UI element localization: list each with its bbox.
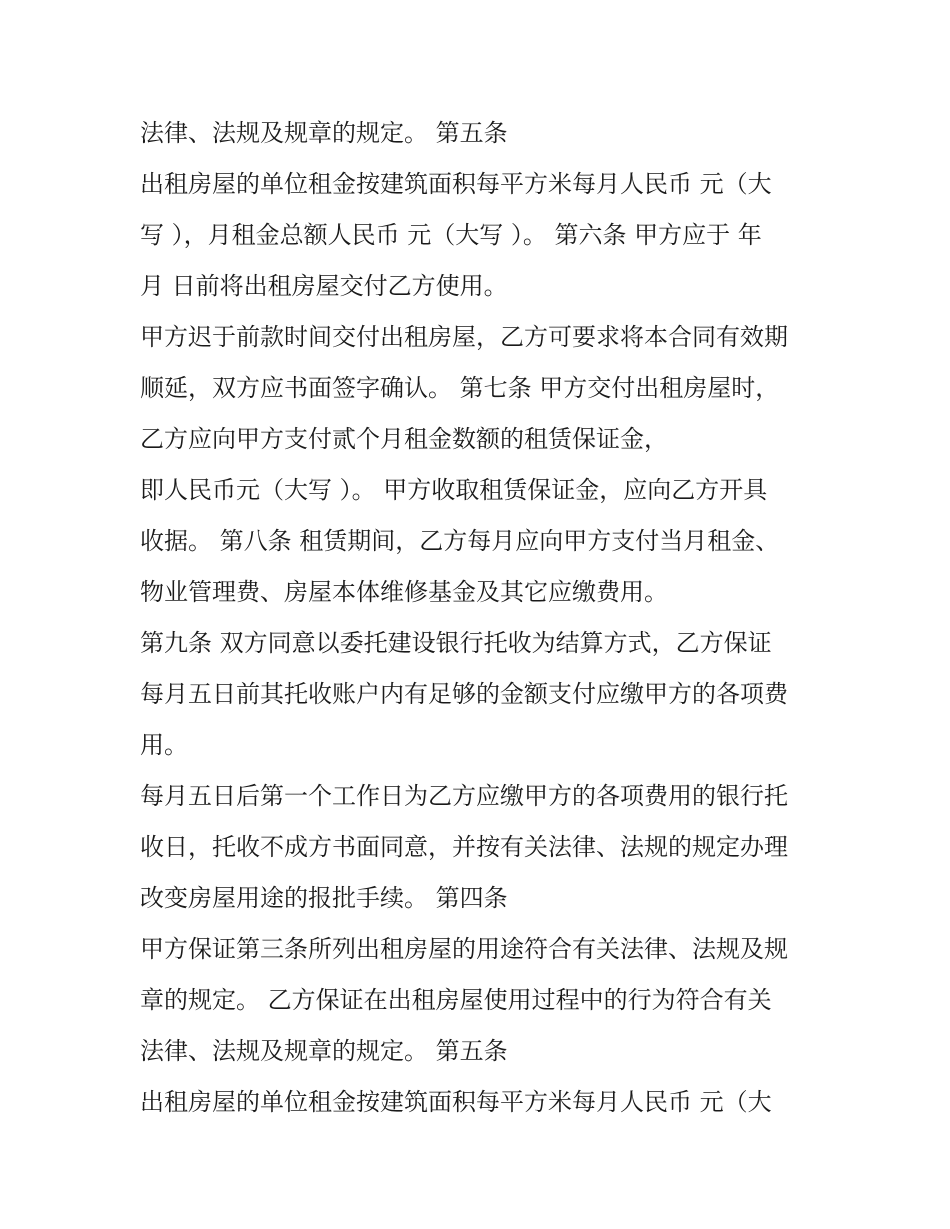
- text-line: 月 日前将出租房屋交付乙方使用。: [140, 272, 508, 300]
- text-line: 顺延，双方应书面签字确认。 第七条 甲方交付出租房屋时，: [140, 374, 780, 402]
- text-line: 法律、法规及规章的规定。 第五条: [140, 1037, 508, 1065]
- text-line: 写 ），月租金总额人民币 元（大写 ）。 第六条 甲方应于 年: [140, 221, 762, 249]
- text-line: 章的规定。 乙方保证在出租房屋使用过程中的行为符合有关: [140, 986, 772, 1014]
- text-line: 每月五日后第一个工作日为乙方应缴甲方的各项费用的银行托: [140, 782, 788, 810]
- text-line: 即人民币元（大写 ）。 甲方收取租赁保证金，应向乙方开具: [140, 476, 768, 504]
- document-body: [140, 108, 840, 1128]
- text-line: 每月五日前其托收账户内有足够的金额支付应缴甲方的各项费: [140, 680, 788, 708]
- text-line: 出租房屋的单位租金按建筑面积每平方米每月人民币 元（大: [140, 170, 772, 198]
- text-line: 乙方应向甲方支付贰个月租金数额的租赁保证金，: [140, 425, 668, 453]
- text-line: 用。: [140, 731, 188, 759]
- text-line: 改变房屋用途的报批手续。 第四条: [140, 884, 508, 912]
- text-line: 甲方迟于前款时间交付出租房屋，乙方可要求将本合同有效期: [140, 323, 788, 351]
- text-line: 收日，托收不成方书面同意，并按有关法律、法规的规定办理: [140, 833, 788, 861]
- text-line: 出租房屋的单位租金按建筑面积每平方米每月人民币 元（大: [140, 1088, 772, 1116]
- text-line: 第九条 双方同意以委托建设银行托收为结算方式，乙方保证: [140, 629, 772, 657]
- text-line: 物业管理费、房屋本体维修基金及其它应缴费用。: [140, 578, 668, 606]
- text-line: 收据。 第八条 租赁期间，乙方每月应向甲方支付当月租金、: [140, 527, 780, 555]
- text-line: 甲方保证第三条所列出租房屋的用途符合有关法律、法规及规: [140, 935, 788, 963]
- text-line: 法律、法规及规章的规定。 第五条: [140, 119, 508, 147]
